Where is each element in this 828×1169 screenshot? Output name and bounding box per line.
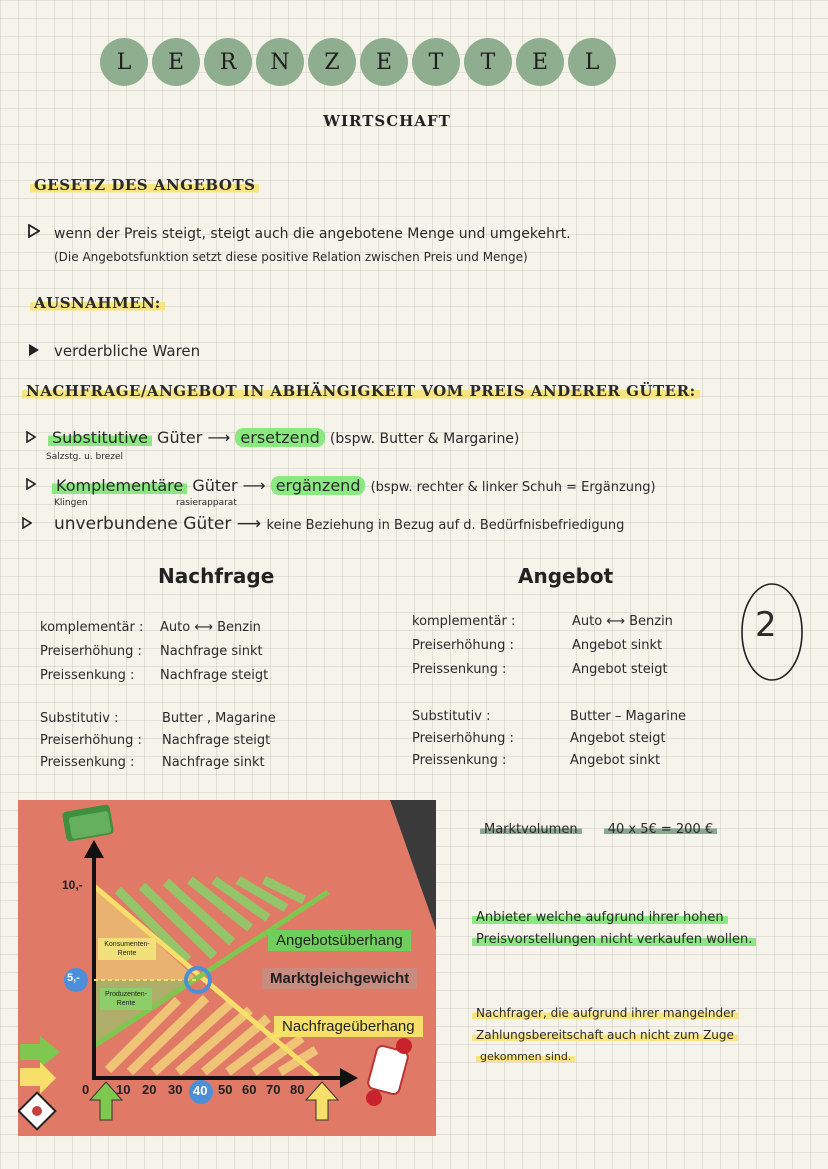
equilibrium-label: Marktgleichgewicht bbox=[262, 968, 417, 989]
goods-word: Güter bbox=[192, 476, 238, 495]
substitutive-note: Salzstg. u. brezel bbox=[46, 452, 124, 462]
page-number: 2 bbox=[755, 605, 777, 645]
market-equilibrium-chart bbox=[18, 800, 436, 1136]
nachfrage-title: Nachfrage bbox=[158, 564, 275, 588]
row-label: Preiserhöhung : bbox=[412, 731, 514, 746]
row-label: Preiserhöhung : bbox=[40, 644, 142, 659]
title-letter: R bbox=[204, 38, 252, 86]
heading-text: NACHFRAGE/ANGEBOT IN ABHÄNGIGKEIT VOM PREIS ANDERER GÜTER: bbox=[22, 382, 700, 400]
bullet-icon bbox=[26, 431, 36, 443]
row-value: Auto ⟷ Benzin bbox=[160, 620, 261, 635]
section-heading-abhaengigkeit bbox=[22, 382, 700, 400]
angebot-block-2-labels bbox=[412, 706, 514, 772]
supply-surplus-label: Angebotsüberhang bbox=[268, 930, 411, 951]
row-label: Preissenkung : bbox=[40, 755, 135, 770]
anbieter-note-line-2 bbox=[472, 932, 756, 947]
arrow-icon: ⟶ bbox=[236, 514, 262, 534]
title-letter: Z bbox=[308, 38, 356, 86]
x-tick: 80 bbox=[290, 1082, 305, 1097]
angebot-block-2-values bbox=[570, 706, 686, 772]
row-label: Substitutiv : bbox=[40, 711, 119, 726]
angebot-title: Angebot bbox=[518, 564, 614, 588]
x-tick: 0 bbox=[82, 1082, 90, 1097]
bullet-icon bbox=[22, 517, 32, 529]
bullet-icon bbox=[28, 343, 40, 357]
note-text: Nachfrager, die aufgrund ihrer mangelnder bbox=[472, 1006, 739, 1020]
komplementaer-example: (bspw. rechter & linker Schuh = Ergänzung) bbox=[370, 480, 656, 495]
x-tick: 10 bbox=[116, 1082, 131, 1097]
law-explanation: (Die Angebotsfunktion setzt diese positive Relation zwischen Preis und Menge) bbox=[54, 250, 528, 264]
row-label: Preissenkung : bbox=[412, 662, 507, 677]
bullet-icon bbox=[28, 224, 40, 238]
y-mid-label: 5,- bbox=[67, 972, 80, 984]
heading-text: AUSNAHMEN: bbox=[30, 294, 165, 312]
komplementaer-note-1: Klingen bbox=[54, 498, 88, 508]
goods-word: Güter bbox=[157, 428, 203, 447]
nachfrage-block-1-labels bbox=[40, 616, 143, 688]
left-arrows-icon bbox=[20, 1036, 60, 1094]
consumer-surplus-label: Konsumenten-Rente bbox=[98, 938, 156, 960]
x-tick-highlighted: 40 bbox=[193, 1083, 208, 1098]
title-letter: E bbox=[516, 38, 564, 86]
nachfrage-block-1-values bbox=[160, 616, 268, 688]
row-value: Nachfrage sinkt bbox=[162, 755, 265, 770]
heading-text: GESETZ DES ANGEBOTS bbox=[30, 176, 259, 194]
row-value: Angebot sinkt bbox=[570, 753, 661, 768]
chart-corner bbox=[390, 800, 436, 930]
nachfrager-note-line-3 bbox=[476, 1050, 575, 1063]
marktvolumen-note bbox=[480, 822, 717, 837]
diamond-sign-icon bbox=[19, 1093, 56, 1130]
note-text: gekommen sind. bbox=[476, 1050, 575, 1063]
row-value: Angebot steigt bbox=[570, 731, 666, 746]
komplementaer-line bbox=[52, 476, 656, 495]
row-label: Preissenkung : bbox=[40, 668, 135, 683]
komplementaer-term: Komplementäre bbox=[52, 476, 187, 495]
money-icon bbox=[62, 804, 114, 842]
arrow-icon: ⟶ bbox=[207, 428, 231, 447]
producer-surplus-label: Produzenten-Rente bbox=[100, 988, 152, 1010]
section-heading-angebot bbox=[30, 176, 259, 194]
angebot-block-1-labels bbox=[412, 610, 515, 682]
marktvolumen-calc: 40 x 5€ = 200 € bbox=[604, 822, 717, 837]
title-letter: T bbox=[464, 38, 512, 86]
section-heading-ausnahmen bbox=[30, 294, 165, 312]
bullet-icon bbox=[26, 478, 36, 490]
nachfrage-block-2-values bbox=[162, 708, 276, 774]
anbieter-note-line-1 bbox=[472, 910, 728, 925]
row-value: Nachfrage steigt bbox=[160, 668, 269, 683]
exception-item: verderbliche Waren bbox=[54, 342, 201, 360]
nachfrager-note-line-2 bbox=[472, 1028, 738, 1042]
title-letter: E bbox=[360, 38, 408, 86]
angebot-block-1-values bbox=[572, 610, 673, 682]
row-value: Butter – Magarine bbox=[570, 709, 687, 724]
y-top-label: 10,- bbox=[62, 878, 83, 892]
substitutive-example: (bspw. Butter & Margarine) bbox=[329, 431, 520, 447]
row-label: komplementär : bbox=[40, 620, 144, 635]
unverbundene-result: keine Beziehung in Bezug auf d. Bedürfnisbefriedigung bbox=[266, 518, 625, 533]
row-label: Preiserhöhung : bbox=[40, 733, 142, 748]
x-tick: 60 bbox=[242, 1082, 257, 1097]
x-tick: 50 bbox=[218, 1082, 233, 1097]
row-value: Nachfrage steigt bbox=[162, 733, 271, 748]
nachfrager-note-line-1 bbox=[472, 1006, 739, 1020]
title-letter: L bbox=[568, 38, 616, 86]
title-letter: T bbox=[412, 38, 460, 86]
x-axis-arrow-icon bbox=[340, 1068, 358, 1088]
nachfrage-block-2-labels bbox=[40, 708, 142, 774]
title-letter: N bbox=[256, 38, 304, 86]
x-tick: 20 bbox=[142, 1082, 157, 1097]
y-axis-arrow-icon bbox=[84, 840, 104, 858]
candy-icon bbox=[366, 1038, 412, 1106]
row-label: Preissenkung : bbox=[412, 753, 507, 768]
title-letters bbox=[100, 38, 680, 88]
row-value: Butter , Magarine bbox=[162, 711, 276, 726]
demand-surplus-label: Nachfrageüberhang bbox=[274, 1016, 423, 1037]
komplementaer-result: ergänzend bbox=[271, 476, 366, 495]
row-label: Preiserhöhung : bbox=[412, 638, 514, 653]
note-text: Zahlungsbereitschaft auch nicht zum Zuge bbox=[472, 1028, 738, 1042]
substitutive-term: Substitutive bbox=[48, 428, 152, 447]
arrow-icon: ⟶ bbox=[242, 476, 266, 495]
row-value: Auto ⟷ Benzin bbox=[572, 614, 673, 629]
title-letter: L bbox=[100, 38, 148, 86]
row-label: komplementär : bbox=[412, 614, 516, 629]
title-letter: E bbox=[152, 38, 200, 86]
up-arrow-yellow-icon bbox=[306, 1082, 338, 1120]
x-tick: 30 bbox=[168, 1082, 183, 1097]
law-statement: wenn der Preis steigt, steigt auch die angebotene Menge und umgekehrt. bbox=[54, 226, 571, 242]
substitutive-result: ersetzend bbox=[235, 428, 324, 447]
substitutive-line bbox=[48, 428, 519, 447]
x-tick: 70 bbox=[266, 1082, 281, 1097]
marktvolumen-label: Marktvolumen bbox=[480, 822, 582, 837]
note-text: Anbieter welche aufgrund ihrer hohen bbox=[472, 910, 728, 925]
note-text: Preisvorstellungen nicht verkaufen wollen. bbox=[472, 932, 756, 947]
page-subtitle: WIRTSCHAFT bbox=[323, 112, 451, 130]
unverbundene-term: unverbundene Güter bbox=[54, 514, 232, 534]
unverbundene-line bbox=[54, 514, 624, 534]
row-value: Nachfrage sinkt bbox=[160, 644, 263, 659]
row-value: Angebot steigt bbox=[572, 662, 668, 677]
row-value: Angebot sinkt bbox=[572, 638, 663, 653]
row-label: Substitutiv : bbox=[412, 709, 491, 724]
komplementaer-note-2: rasierapparat bbox=[176, 498, 237, 508]
